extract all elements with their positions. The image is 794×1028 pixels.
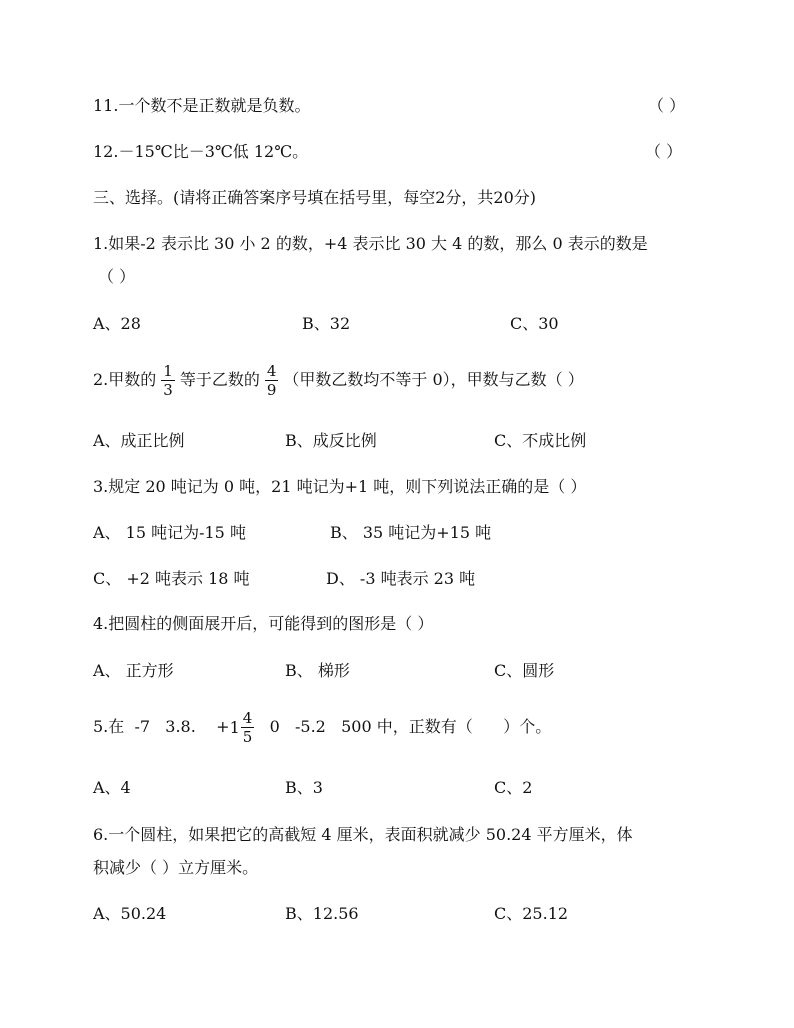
question-2-option-a: A、成正比例 [93, 431, 185, 450]
question-1-option-a: A、28 [93, 314, 141, 333]
question-6-text: 6.一个圆柱，如果把它的高截短 4 厘米，表面积就减少 50.24 平方厘米，体 [93, 825, 633, 844]
fraction-one-third [161, 362, 175, 399]
question-5-text [93, 707, 551, 748]
question-4-option-b: B、 梯形 [285, 661, 350, 680]
question-5-option-a: A、4 [93, 778, 131, 797]
fraction-2-numerator: 4 [266, 362, 277, 380]
question-2-text [93, 360, 584, 400]
question-6-text-continued: 积减少（ ）立方厘米。 [93, 858, 259, 877]
question-4-text: 4.把圆柱的侧面展开后，可能得到的图形是（ ） [93, 614, 434, 633]
mixed-fraction-numerator: 4 [242, 709, 253, 727]
question-12-answer-blank: （ ） [645, 142, 683, 161]
question-5-prefix: 5.在 -7 3.8. + [93, 717, 230, 736]
question-2-option-c: C、不成比例 [494, 431, 587, 450]
question-1-text: 1.如果-2 表示比 30 小 2 的数，+4 表示比 30 大 4 的数，那么 0 表示的数是 [93, 234, 648, 253]
question-11-answer-blank: （ ） [648, 96, 686, 115]
question-1-option-b: B、32 [302, 314, 351, 333]
mixed-number-whole: 1 [229, 717, 240, 737]
section-3-title: 三、选择。(请将正确答案序号填在括号里，每空2分，共20分) [93, 188, 537, 207]
mixed-fraction-denominator: 5 [242, 728, 253, 746]
question-4-option-c: C、圆形 [494, 661, 555, 680]
question-11-text: 11.一个数不是正数就是负数。 [93, 96, 311, 115]
question-6-option-c: C、25.12 [494, 904, 569, 923]
fraction-1-numerator: 1 [163, 362, 173, 380]
question-3-option-d: D、 -3 吨表示 23 吨 [326, 569, 476, 588]
question-5-suffix: 0 -5.2 500 中，正数有（ ）个。 [254, 717, 552, 736]
question-3-option-c: C、 +2 吨表示 18 吨 [93, 569, 250, 588]
question-4-option-a: A、 正方形 [93, 661, 174, 680]
question-5-option-b: B、3 [285, 778, 323, 797]
fraction-2-denominator: 9 [266, 381, 277, 399]
question-2-prefix: 2.甲数的 [93, 370, 157, 389]
fraction-four-ninths [265, 362, 279, 399]
question-1-answer-blank: （ ） [98, 267, 136, 286]
fraction-1-denominator: 3 [163, 381, 173, 399]
mixed-number-fraction [241, 709, 255, 746]
question-2-middle: 等于乙数的 [179, 370, 260, 389]
question-5-option-c: C、2 [494, 778, 533, 797]
question-6-option-b: B、12.56 [285, 904, 359, 923]
mixed-number-one-and-four-fifths [230, 708, 255, 748]
question-2-suffix: （甲数乙数均不等于 0），甲数与乙数（ ） [283, 370, 584, 389]
question-6-option-a: A、50.24 [93, 904, 167, 923]
question-3-option-b: B、 35 吨记为+15 吨 [330, 523, 492, 542]
question-1-option-c: C、30 [510, 314, 559, 333]
question-3-text: 3.规定 20 吨记为 0 吨，21 吨记为+1 吨，则下列说法正确的是（ ） [93, 477, 587, 496]
question-3-option-a: A、 15 吨记为-15 吨 [93, 523, 246, 542]
question-12-text: 12.－15℃比－3℃低 12℃。 [93, 142, 309, 161]
question-2-option-b: B、成反比例 [285, 431, 377, 450]
